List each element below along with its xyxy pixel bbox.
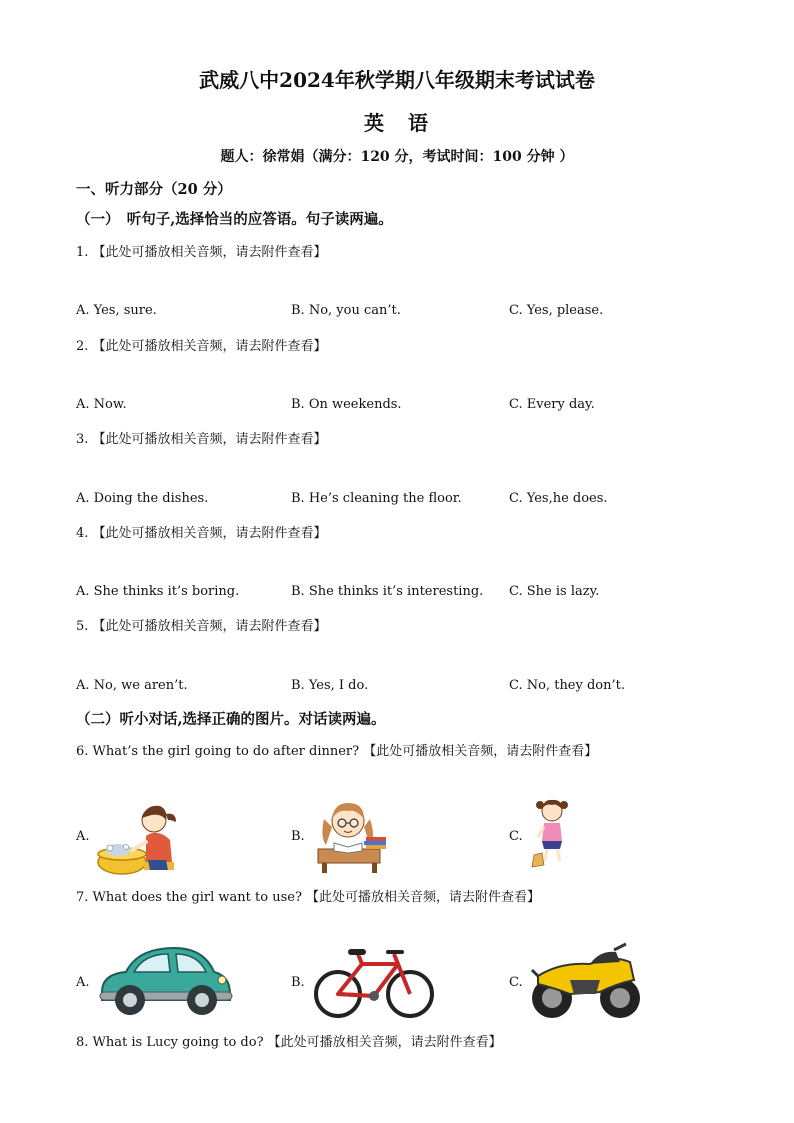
question-prompt: 3. 【此处可播放相关音频，请去附件查看】 bbox=[76, 432, 327, 447]
option-a: A. bbox=[76, 975, 90, 990]
option-a: A. bbox=[76, 829, 90, 844]
question-prompt: 8. What is Lucy going to do? 【此处可播放相关音频，请去附件查看】 bbox=[76, 1035, 502, 1050]
section-heading-1: （一） 听句子,选择恰当的应答语。句子读两遍。 bbox=[76, 211, 393, 228]
girl-washing-clothes-icon bbox=[96, 796, 182, 878]
option-c: C. No, they don’t. bbox=[509, 678, 625, 693]
question-prompt: 6. What’s the girl going to do after dinner? 【此处可播放相关音频，请去附件查看】 bbox=[76, 744, 598, 759]
option-b: B. She thinks it’s interesting. bbox=[291, 584, 484, 599]
bicycle-icon bbox=[312, 942, 436, 1022]
girl-reading-icon bbox=[314, 797, 390, 875]
option-b: B. bbox=[291, 975, 305, 990]
option-c: C. bbox=[509, 829, 523, 844]
motorcycle-icon bbox=[530, 940, 642, 1022]
option-a: A. Doing the dishes. bbox=[76, 491, 209, 506]
option-b: B. On weekends. bbox=[291, 397, 402, 412]
option-b: B. No, you can’t. bbox=[291, 303, 401, 318]
option-b: B. He’s cleaning the floor. bbox=[291, 491, 462, 506]
exam-meta: 题人：徐常娟（满分：120 分，考试时间：100 分钟 ） bbox=[220, 149, 574, 165]
subject-title: 英 语 bbox=[364, 111, 430, 135]
option-c: C. She is lazy. bbox=[509, 584, 600, 599]
option-c: C. bbox=[509, 975, 523, 990]
option-c: C. Yes, please. bbox=[509, 303, 604, 318]
question-prompt: 4. 【此处可播放相关音频，请去附件查看】 bbox=[76, 526, 327, 541]
option-c: C. Every day. bbox=[509, 397, 595, 412]
option-b: B. Yes, I do. bbox=[291, 678, 369, 693]
car-icon bbox=[96, 940, 236, 1020]
exam-title: 武威八中2024年秋学期八年级期末考试试卷 bbox=[199, 68, 595, 92]
option-b: B. bbox=[291, 829, 305, 844]
option-a: A. No, we aren’t. bbox=[76, 678, 188, 693]
option-a: A. Now. bbox=[76, 397, 127, 412]
option-a: A. She thinks it’s boring. bbox=[76, 584, 240, 599]
question-prompt: 5. 【此处可播放相关音频，请去附件查看】 bbox=[76, 619, 327, 634]
part-heading: 一、听力部分（20 分） bbox=[76, 181, 232, 198]
question-prompt: 7. What does the girl want to use? 【此处可播放相关音频，请去附件查看】 bbox=[76, 890, 541, 905]
option-c: C. Yes,he does. bbox=[509, 491, 608, 506]
question-prompt: 1. 【此处可播放相关音频，请去附件查看】 bbox=[76, 245, 327, 260]
option-a: A. Yes, sure. bbox=[76, 303, 157, 318]
question-prompt: 2. 【此处可播放相关音频，请去附件查看】 bbox=[76, 339, 327, 354]
girl-cleaning-icon bbox=[530, 797, 574, 869]
section-heading-2: （二）听小对话,选择正确的图片。对话读两遍。 bbox=[76, 711, 386, 728]
